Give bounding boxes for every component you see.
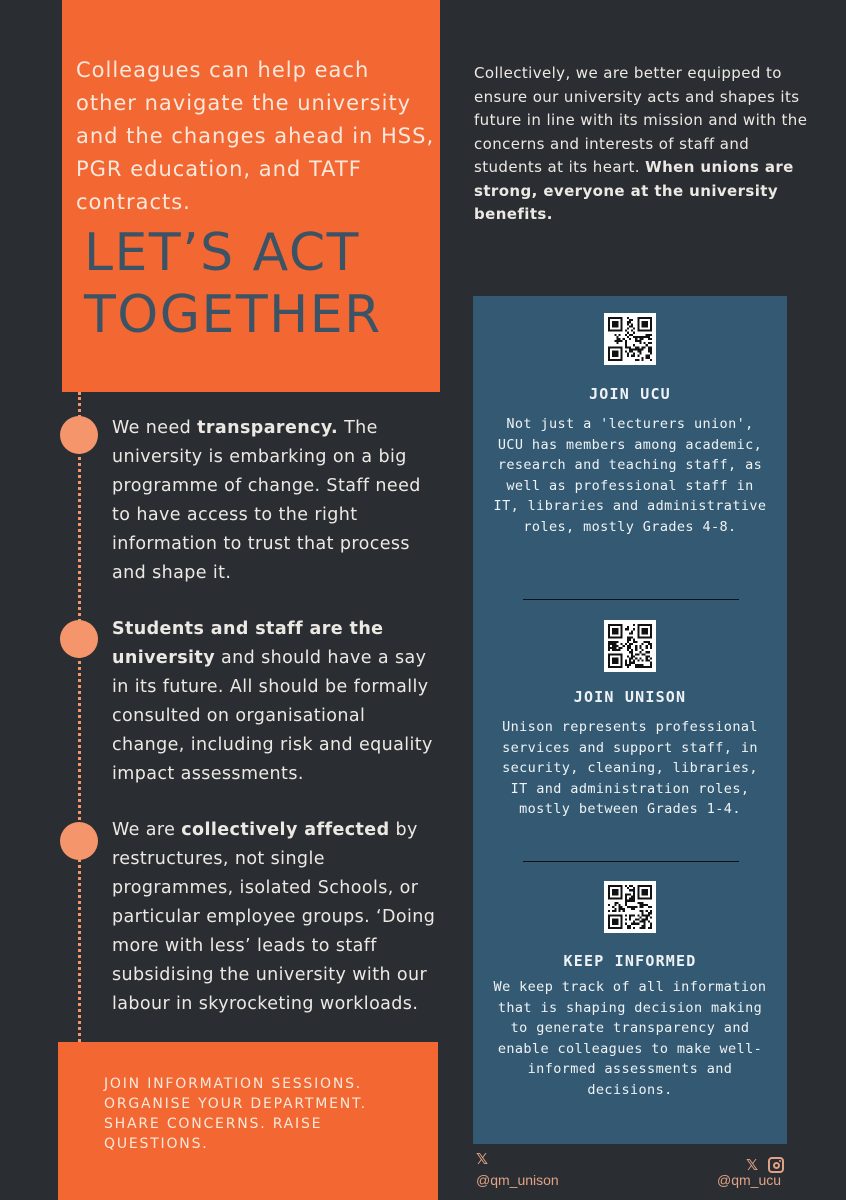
point-text: and should have a say in its future. All should be formally consulted on organisational change, including risk and equality impact assessments. xyxy=(112,648,433,784)
call-to-action-text: JOIN INFORMATION SESSIONS. ORGANISE YOUR DEPARTMENT. SHARE CONCERNS. RAISE QUESTIONS. xyxy=(104,1076,367,1152)
point-text: by restructures, not single programmes, isolated Schools, or particular employee groups. ‘Doing more with less’ leads to staff subsidising the university with our labour in skyrocketing workloads. xyxy=(112,820,436,1014)
point-text: We need xyxy=(112,418,198,438)
point-students-staff xyxy=(112,615,442,789)
unison-handle[interactable]: @qm_unison xyxy=(476,1172,559,1188)
section-title-keep-informed: KEEP INFORMED xyxy=(563,952,697,970)
headline-line-1: LET’S ACT xyxy=(84,223,360,283)
qr-code-keep-informed[interactable] xyxy=(604,881,656,933)
divider xyxy=(523,599,739,600)
point-collectively-affected xyxy=(112,816,442,1019)
qr-code-icon xyxy=(608,885,652,929)
point-bold: transparency. xyxy=(197,418,339,438)
x-icon[interactable]: 𝕏 xyxy=(746,1156,759,1174)
section-text-keep-informed: We keep track of all information that is shaping decision making to generate transparency and enable colleagues to make well-informed assessments and decisions. xyxy=(493,979,767,1098)
qr-code-icon xyxy=(608,317,652,361)
headline-line-2: TOGETHER xyxy=(84,285,382,345)
right-intro-bold: When unions are strong, everyone at the university benefits. xyxy=(474,158,794,223)
point-bold: Students and staff are the university xyxy=(112,619,384,668)
point-text: We are xyxy=(112,820,182,840)
section-title-unison: JOIN UNISON xyxy=(573,688,687,706)
point-text: The university is embarking on a big programme of change. Staff need to have access to the right information to trust that process and shape it. xyxy=(112,418,421,583)
section-title-ucu: JOIN UCU xyxy=(589,385,671,403)
timeline-dot xyxy=(60,822,98,860)
intro-text: Colleagues can help each other navigate the university and the changes ahead in HSS, PGR education, and TATF contracts. xyxy=(76,58,435,214)
timeline-line xyxy=(78,392,81,1042)
timeline-dot xyxy=(60,620,98,658)
x-icon[interactable]: 𝕏 xyxy=(476,1150,489,1168)
headline xyxy=(84,222,434,346)
right-intro xyxy=(474,62,814,227)
point-transparency xyxy=(112,414,442,588)
instagram-icon[interactable] xyxy=(768,1157,784,1173)
divider xyxy=(523,861,739,862)
section-text-unison: Unison represents professional services and support staff, in security, cleaning, libraries, IT and administration roles, mostly between Grades 1-4. xyxy=(502,719,758,817)
qr-code-icon xyxy=(608,624,652,668)
timeline-dot xyxy=(60,416,98,454)
ucu-handle[interactable]: @qm_ucu xyxy=(717,1172,782,1188)
point-bold: collectively affected xyxy=(181,820,390,840)
right-intro-text: Collectively, we are better equipped to ensure our university acts and shapes its future in line with its mission and with the concerns and interests of staff and students at its heart. xyxy=(474,64,808,176)
qr-code-ucu[interactable] xyxy=(604,313,656,365)
section-text-ucu: Not just a 'lecturers union', UCU has members among academic, research and teaching staff, as well as professional staff in IT, libraries and administrative roles, mostly Grades 4-8. xyxy=(493,416,767,535)
qr-code-unison[interactable] xyxy=(604,620,656,672)
